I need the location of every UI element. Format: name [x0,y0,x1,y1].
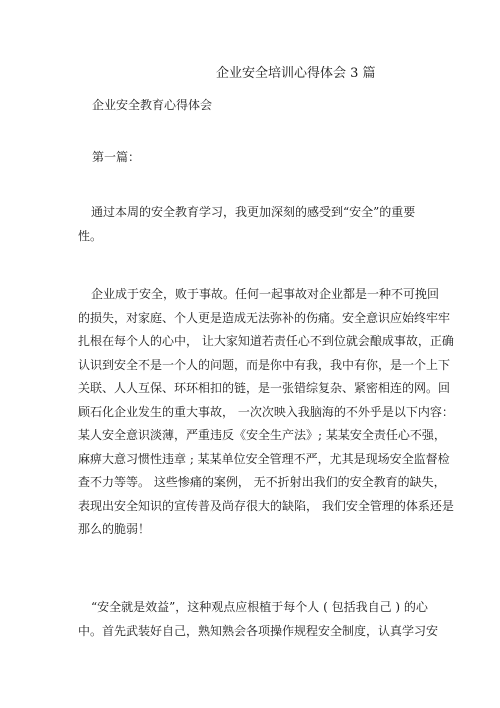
paragraph-line: 认识到安全不是一个人的问题，而是你中有我，我中有你，是一个上下 [78,357,451,372]
paragraph-line: 扎根在每个人的心中， 让大家知道若责任心不到位就会酿成事故，正确 [78,334,454,348]
section-heading: 第一篇： [92,150,141,164]
paragraph-line: 某人安全意识淡薄，严重违反《安全生产法》; 某某安全责任心不强， [78,428,446,442]
document-title: 企业安全培训心得体会 3 篇 [216,66,376,81]
paragraph-line: 那么的脆弱！ [78,522,151,536]
paragraph-line: 中。首先武装好自己，熟知熟会各项操作规程安全制度，认真学习安 [78,623,439,638]
paragraph-line: 查不力等等。 这些惨痛的案例， 无不折射出我们的安全教育的缺失， [78,475,446,489]
paragraph-2 [78,283,454,542]
paragraph-3 [78,596,439,643]
document-subtitle: 企业安全教育心得体会 [92,98,213,112]
paragraph-line: 通过本周的安全教育学习，我更加深刻的感受到“安全”的重要 [91,205,416,219]
paragraph-line: 顾石化企业发生的重大事故， 一次次映入我脑海的不外乎是以下内容： [78,404,454,419]
paragraph-1 [78,201,414,248]
paragraph-line: 关联、人人互保、环环相扣的链，是一张错综复杂、紧密相连的网。回 [78,381,451,395]
paragraph-line: 性。 [78,228,103,243]
paragraph-line: 企业成于安全，败于事故。任何一起事故对企业都是一种不可挽回 [91,287,440,301]
paragraph-line: 的损失，对家庭、个人更是造成无法弥补的伤痛。安全意识应始终牢牢 [78,310,451,325]
paragraph-line: 表现出安全知识的宣传普及尚存很大的缺陷， 我们安全管理的体系还是 [78,498,454,513]
paragraph-line: 麻痹大意习惯性违章 ; 某某单位安全管理不严，尤其是现场安全监督检 [78,451,450,466]
paragraph-line: “安全就是效益”，这种观点应根植于每个人 ( 包括我自己 ) 的心 [91,600,428,614]
